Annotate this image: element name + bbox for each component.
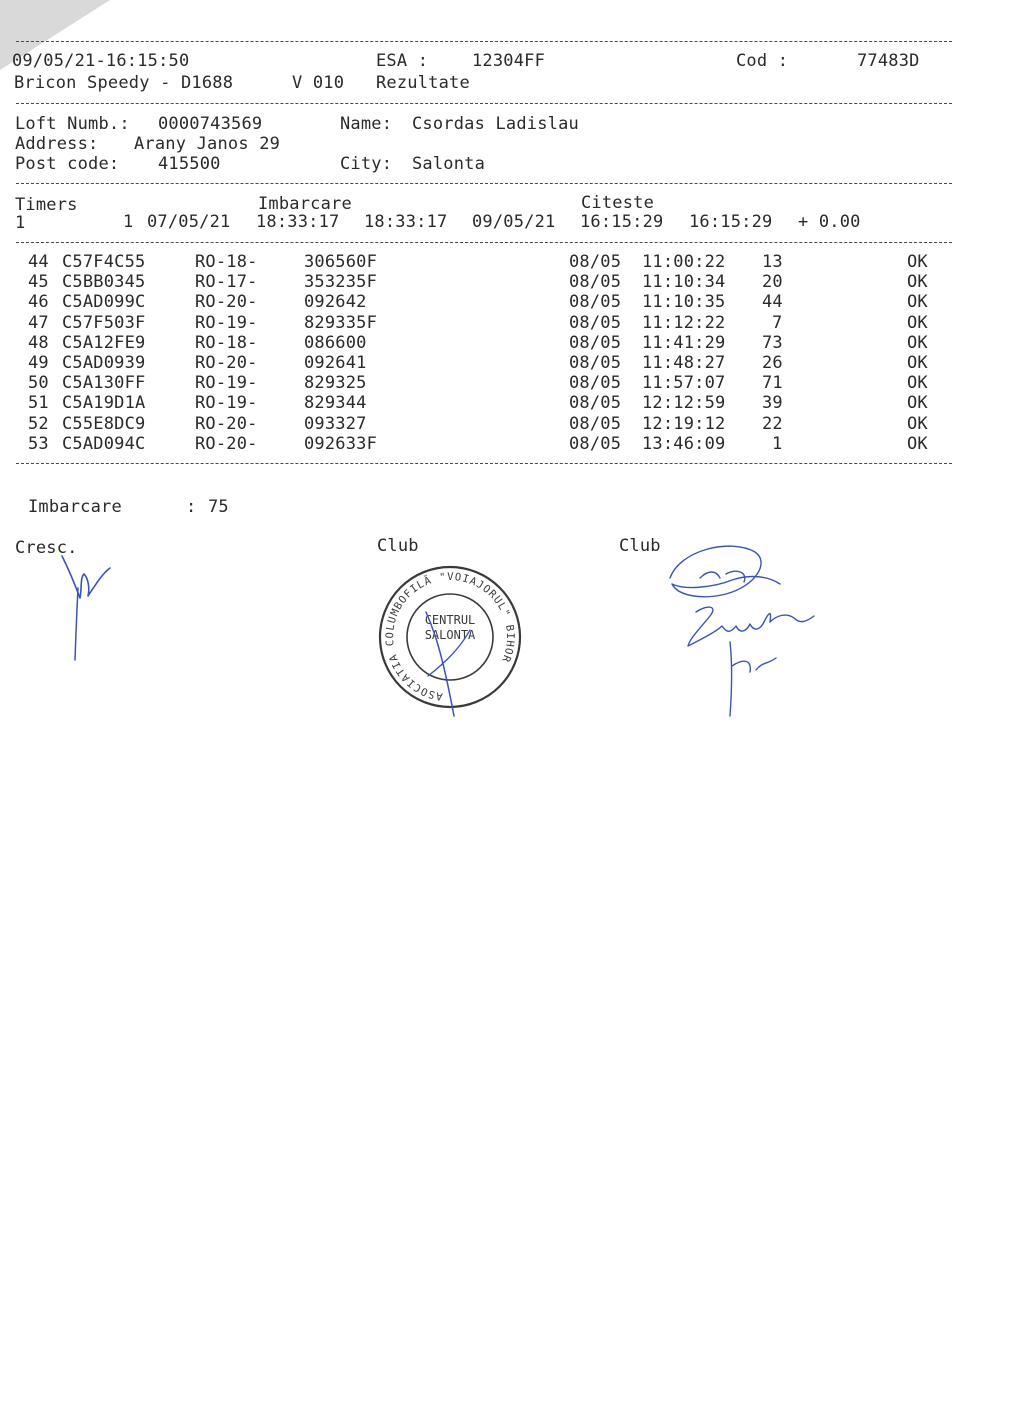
result-position: 1: [772, 433, 783, 454]
result-ring: 092633F: [304, 433, 378, 454]
result-chip: C5A19D1A: [62, 393, 146, 414]
result-ring: 086600: [304, 332, 367, 353]
table-row: [0, 272, 1024, 292]
result-date: 08/05: [569, 252, 622, 272]
cod-label: Cod :: [736, 51, 789, 71]
separator-line: [16, 41, 952, 42]
result-time: 12:12:59: [642, 393, 726, 414]
result-series: RO-20-: [195, 292, 258, 313]
imbarcare-time-1: 18:33:17: [256, 212, 340, 232]
separator-line: [16, 242, 952, 243]
result-time: 11:48:27: [642, 353, 726, 373]
result-time: 11:41:29: [642, 332, 726, 353]
result-chip: C55E8DC9: [62, 413, 146, 434]
imbarcare-time-2: 18:33:17: [364, 212, 448, 232]
result-chip: C57F4C55: [62, 252, 146, 272]
result-series: RO-20-: [195, 433, 258, 454]
post-code-value: 415500: [158, 154, 221, 174]
result-series: RO-18-: [195, 332, 258, 353]
result-position: 26: [762, 353, 783, 373]
result-ring: 306560F: [304, 252, 378, 272]
print-datetime: 09/05/21-16:15:50: [12, 51, 190, 71]
result-ring: 092642: [304, 292, 367, 313]
table-row: [0, 292, 1024, 312]
result-chip: C5BB0345: [62, 272, 146, 293]
result-number: 44: [28, 252, 49, 272]
esa-label: ESA :: [376, 51, 429, 71]
result-number: 53: [28, 433, 49, 454]
citeste-time-2: 16:15:29: [689, 212, 773, 232]
summary-colon: :: [186, 497, 197, 517]
post-code-label: Post code:: [15, 154, 120, 174]
table-row: [0, 252, 1024, 272]
stamp-center-line-2: SALONTA: [424, 628, 476, 642]
city-value: Salonta: [412, 154, 486, 174]
fancier-name: Csordas Ladislau: [412, 114, 579, 134]
result-series: RO-20-: [195, 353, 258, 373]
esa-value: 12304FF: [472, 51, 546, 71]
result-ring: 829344: [304, 393, 367, 414]
result-time: 13:46:09: [642, 433, 726, 454]
timer-index: 1: [15, 213, 26, 233]
club-label-2: Club: [619, 536, 661, 556]
result-ring: 092641: [304, 353, 367, 373]
timer-number: 1: [123, 212, 134, 232]
result-chip: C5AD099C: [62, 292, 146, 313]
result-time: 12:19:12: [642, 413, 726, 434]
result-number: 45: [28, 272, 49, 293]
result-date: 08/05: [569, 433, 622, 454]
separator-line: [16, 103, 952, 104]
citeste-header: Citeste: [581, 193, 655, 213]
result-time: 11:00:22: [642, 252, 726, 272]
result-status: OK: [907, 393, 928, 414]
club-official-signature: [660, 538, 830, 723]
result-time: 11:10:34: [642, 272, 726, 293]
separator-line: [16, 463, 952, 464]
loft-label: Loft Numb.:: [15, 114, 130, 134]
loft-number: 0000743569: [158, 114, 263, 134]
result-status: OK: [907, 312, 928, 333]
result-number: 47: [28, 312, 49, 333]
result-time: 11:57:07: [642, 373, 726, 394]
result-status: OK: [907, 292, 928, 313]
separator-line: [16, 183, 952, 184]
result-time: 11:12:22: [642, 312, 726, 333]
result-date: 08/05: [569, 353, 622, 373]
club-label-1: Club: [377, 536, 419, 556]
time-difference: + 0.00: [798, 212, 861, 232]
name-label: Name:: [340, 114, 393, 134]
table-row: [0, 313, 1024, 333]
table-row: [0, 333, 1024, 353]
result-position: 22: [762, 413, 783, 434]
citeste-time-1: 16:15:29: [580, 212, 664, 232]
timers-label: Timers: [15, 195, 78, 215]
result-number: 49: [28, 353, 49, 373]
stamp-ring-text: ASOCIATIA COLUMBOFILĂ "VOIAJORUL" BIHOR: [383, 570, 517, 703]
result-position: 44: [762, 292, 783, 313]
system-version: V 010: [292, 73, 345, 93]
table-row: [0, 393, 1024, 413]
imbarcare-header: Imbarcare: [258, 194, 352, 214]
summary-imbarcare-label: Imbarcare: [28, 497, 122, 517]
table-row: [0, 414, 1024, 434]
result-status: OK: [907, 353, 928, 373]
address-label: Address:: [15, 134, 99, 154]
result-number: 50: [28, 373, 49, 394]
citeste-date: 09/05/21: [472, 212, 556, 232]
result-number: 46: [28, 292, 49, 313]
result-series: RO-20-: [195, 413, 258, 434]
result-status: OK: [907, 332, 928, 353]
result-position: 7: [772, 312, 783, 333]
summary-imbarcare-value: 75: [208, 497, 229, 517]
result-date: 08/05: [569, 292, 622, 313]
result-position: 71: [762, 373, 783, 394]
result-number: 52: [28, 413, 49, 434]
result-status: OK: [907, 433, 928, 454]
result-series: RO-19-: [195, 312, 258, 333]
result-position: 13: [762, 252, 783, 272]
system-name: Bricon Speedy - D1688: [14, 73, 234, 93]
result-series: RO-18-: [195, 252, 258, 272]
result-status: OK: [907, 252, 928, 272]
result-chip: C5AD0939: [62, 353, 146, 373]
result-chip: C57F503F: [62, 312, 146, 333]
result-series: RO-19-: [195, 373, 258, 394]
result-date: 08/05: [569, 373, 622, 394]
result-number: 48: [28, 332, 49, 353]
breeder-signature: [40, 548, 130, 668]
result-date: 08/05: [569, 272, 622, 293]
result-number: 51: [28, 393, 49, 414]
result-date: 08/05: [569, 312, 622, 333]
result-chip: C5A130FF: [62, 373, 146, 394]
result-status: OK: [907, 272, 928, 293]
result-time: 11:10:35: [642, 292, 726, 313]
result-ring: 093327: [304, 413, 367, 434]
city-label: City:: [340, 154, 393, 174]
result-date: 08/05: [569, 413, 622, 434]
result-position: 20: [762, 272, 783, 293]
address-value: Arany Janos 29: [134, 134, 281, 154]
imbarcare-date: 07/05/21: [147, 212, 231, 232]
cod-value: 77483D: [857, 51, 920, 71]
result-ring: 353235F: [304, 272, 378, 293]
table-row: [0, 353, 1024, 373]
result-ring: 829335F: [304, 312, 378, 333]
result-chip: C5AD094C: [62, 433, 146, 454]
result-status: OK: [907, 373, 928, 394]
cresc-label: Cresc.: [15, 538, 78, 558]
table-row: [0, 373, 1024, 393]
result-status: OK: [907, 413, 928, 434]
result-position: 73: [762, 332, 783, 353]
result-ring: 829325: [304, 373, 367, 394]
table-row: [0, 434, 1024, 454]
result-series: RO-19-: [195, 393, 258, 414]
result-date: 08/05: [569, 393, 622, 414]
result-series: RO-17-: [195, 272, 258, 293]
result-position: 39: [762, 393, 783, 414]
stamp-center-line-1: CENTRUL: [424, 613, 476, 627]
result-chip: C5A12FE9: [62, 332, 146, 353]
result-date: 08/05: [569, 332, 622, 353]
document-title: Rezultate: [376, 73, 470, 93]
club-stamp: [376, 560, 524, 720]
